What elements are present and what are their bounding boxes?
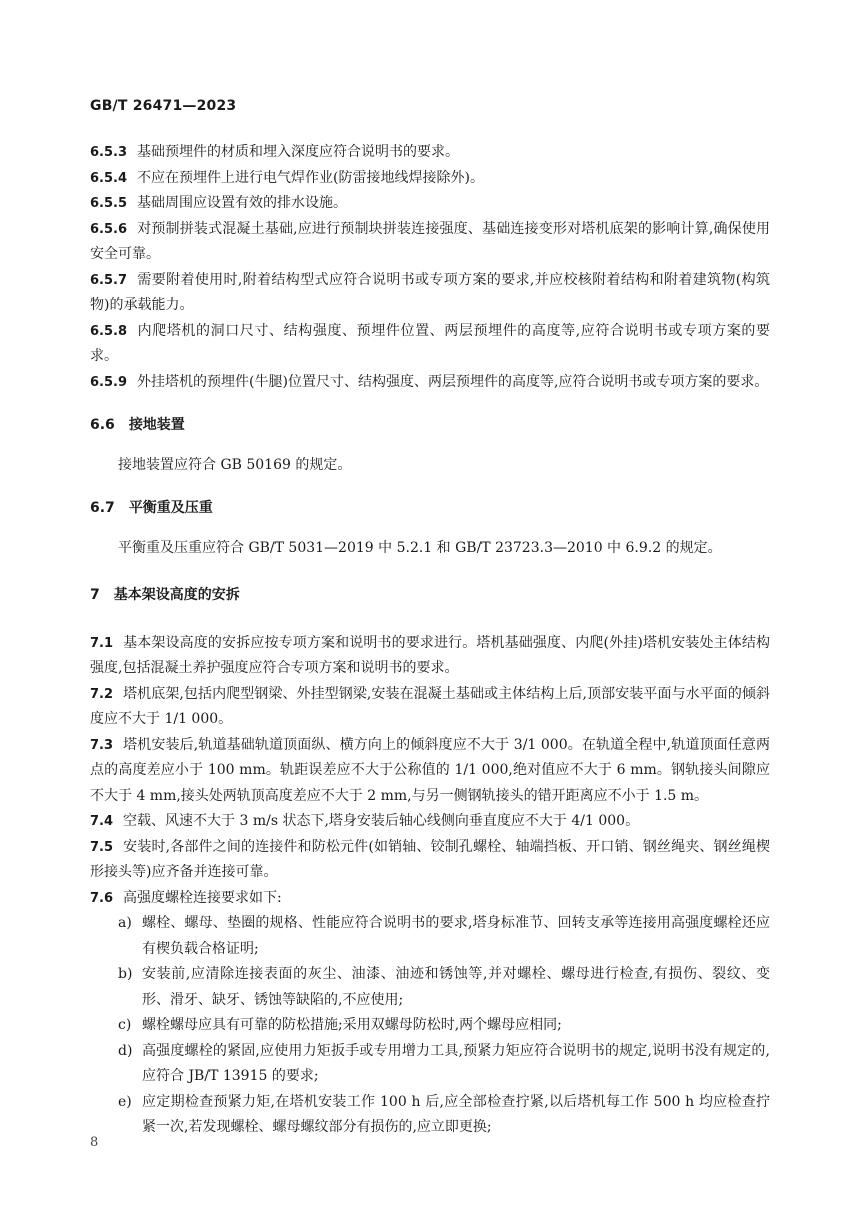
list-item: e) 应定期检查预紧力矩,在塔机安装工作 100 h 后,应全部检查拧紧,以后塔机每工作 500 h 均应检查拧紧一次,若发现螺栓、螺母螺纹部分有损伤的,应立即更换; (118, 1093, 770, 1135)
list-item: b) 安装前,应清除连接表面的灰尘、油漆、油迹和锈蚀等,并对螺栓、螺母进行检查,有损伤、裂纹、变形、滑牙、缺牙、锈蚀等缺陷的,不应使用; (118, 966, 770, 1008)
clause-6-5-8: 6.5.8 内爬塔机的洞口尺寸、结构强度、预埋件位置、两层预埋件的高度等,应符合说明书或专项方案的要求。 (90, 322, 770, 364)
list-item: a) 螺栓、螺母、垫圈的规格、性能应符合说明书的要求,塔身标准节、回转支承等连接用高强度螺栓还应有楔负载合格证明; (118, 915, 770, 957)
section-heading-6-7: 6.7 平衡重及压重 (90, 500, 213, 516)
clause-7-1: 7.1 基本架设高度的安拆应按专项方案和说明书的要求进行。塔机基础强度、内爬(外挂)塔机安装处主体结构强度,包括混凝土养护强度应符合专项方案和说明书的要求。 (90, 634, 770, 676)
clause-7-2: 7.2 塔机底架,包括内爬型钢梁、外挂型钢梁,安装在混凝土基础或主体结构上后,顶部安装平面与水平面的倾斜度应不大于 1/1 000。 (90, 685, 770, 727)
clause-6-5-6: 6.5.6 对预制拼装式混凝土基础,应进行预制块拼装连接强度、基础连接变形对塔机底架的影响计算,确保使用安全可靠。 (90, 220, 770, 262)
section-text-6-7: 平衡重及压重应符合 GB/T 5031—2019 中 5.2.1 和 GB/T 23723.3—2010 中 6.9.2 的规定。 (118, 539, 722, 556)
clause-6-5-4: 6.5.4 不应在预埋件上进行电气焊作业(防雷接地线焊接除外)。 (90, 169, 484, 186)
chapter-heading-7: 7 基本架设高度的安拆 (90, 587, 240, 603)
clause-7-6: 7.6 高强度螺栓连接要求如下: (90, 889, 282, 906)
clause-7-3: 7.3 塔机安装后,轨道基础轨道顶面纵、横方向上的倾斜度应不大于 3/1 000。在轨道全程中,轨道顶面任意两点的高度差应小于 100 mm。轨距误差应不大于公称值的 1/1 000,绝对值应不大于 6 mm。钢轨接头间隙应不大于 4 mm,接头处两轨顶高度差应不大于 2 mm,与另一侧钢轨接头的错开距离应不小于 1.5 m。 (90, 736, 770, 804)
document-body (90, 140, 770, 1141)
clause-7-4: 7.4 空载、风速不大于 3 m/s 状态下,塔身安装后轴心线侧向垂直度应不大于 4/1 000。 (90, 813, 640, 829)
section-text-6-6: 接地装置应符合 GB 50169 的规定。 (118, 456, 352, 473)
clause-6-5-3: 6.5.3 基础预埋件的材质和埋入深度应符合说明书的要求。 (90, 144, 460, 160)
clause-6-5-5: 6.5.5 基础周围应设置有效的排水设施。 (90, 195, 348, 211)
page-number: 8 (90, 1135, 99, 1150)
list-item: c) 螺栓螺母应具有可靠的防松措施;采用双螺母防松时,两个螺母应相同; (118, 1017, 562, 1033)
section-heading-6-6: 6.6 接地装置 (90, 417, 185, 433)
clause-6-5-7: 6.5.7 需要附着使用时,附着结构型式应符合说明书或专项方案的要求,并应校核附着结构和附着建筑物(构筑物)的承载能力。 (90, 271, 770, 313)
standard-id: GB/T 26471—2023 (90, 98, 237, 114)
clause-7-5: 7.5 安装时,各部件之间的连接件和防松元件(如销轴、铰制孔螺栓、轴端挡板、开口销、钢丝绳夹、钢丝绳楔形接头等)应齐备并连接可靠。 (90, 838, 770, 880)
clause-6-5-9: 6.5.9 外挂塔机的预埋件(牛腿)位置尺寸、结构强度、两层预埋件的高度等,应符合说明书或专项方案的要求。 (90, 373, 769, 390)
list-item: d) 高强度螺栓的紧固,应使用力矩扳手或专用增力工具,预紧力矩应符合说明书的规定,说明书没有规定的,应符合 JB/T 13915 的要求; (118, 1042, 770, 1084)
